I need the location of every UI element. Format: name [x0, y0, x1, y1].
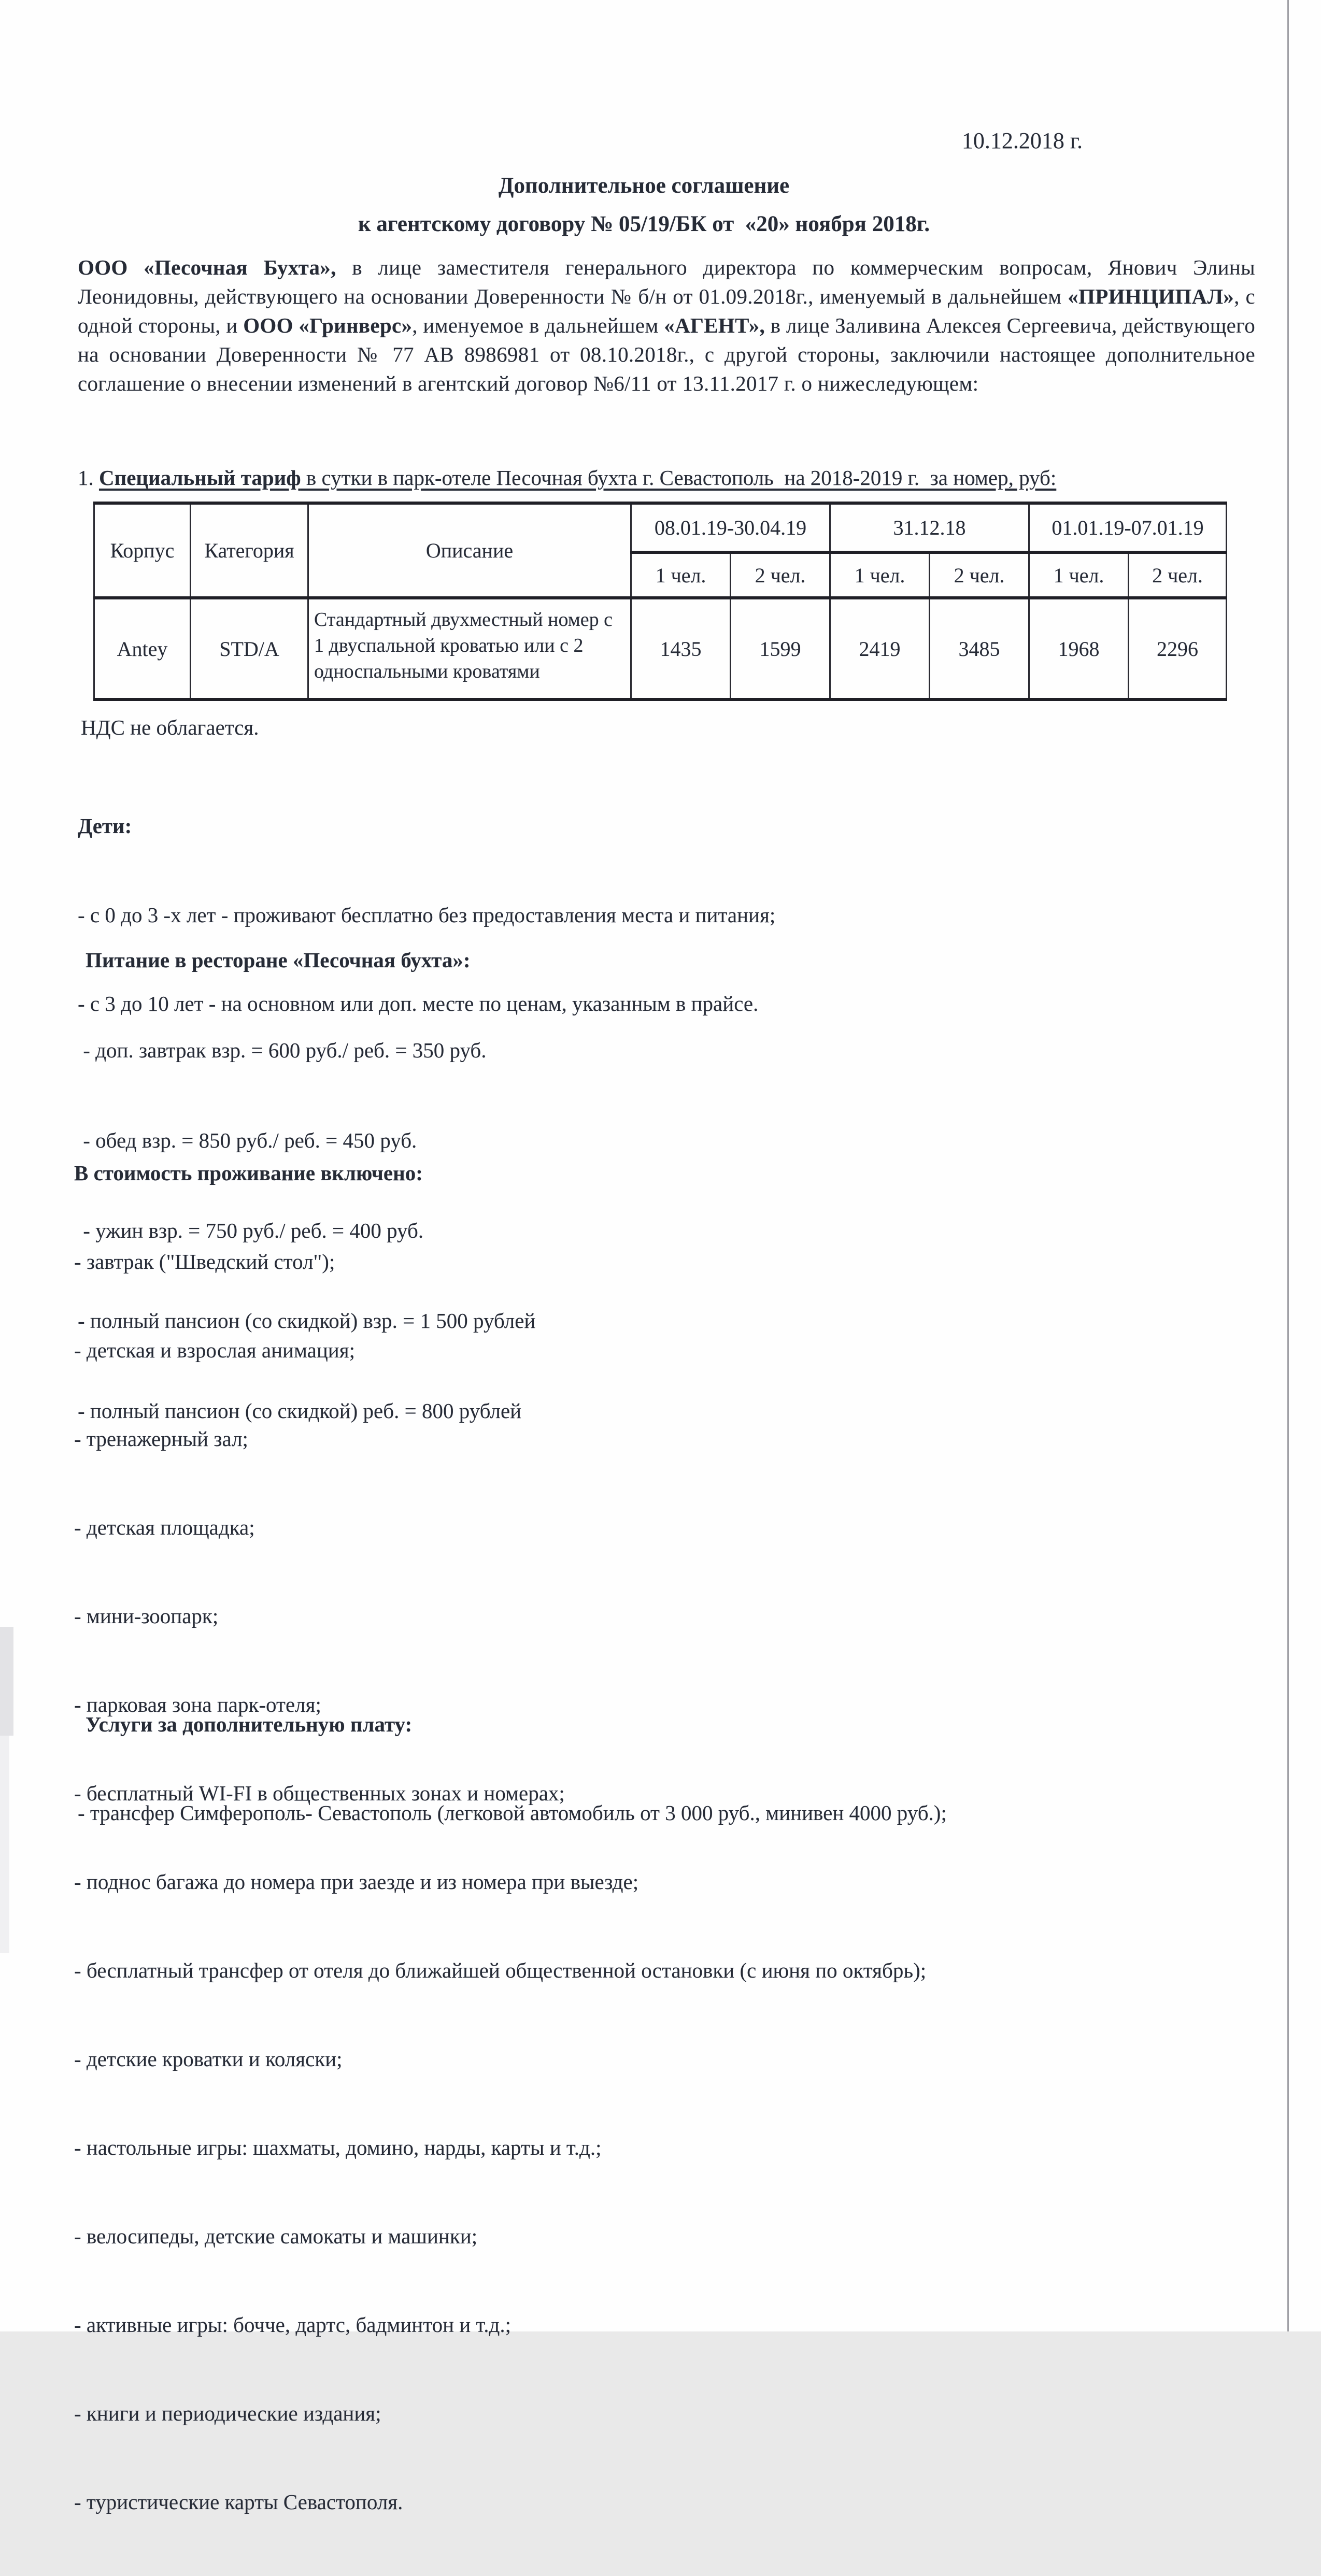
preamble-text: , именуемое в дальнейшем	[412, 313, 664, 337]
meals-heading: Питание в ресторане «Песочная бухта»:	[86, 948, 471, 972]
section-1-heading	[78, 465, 1285, 490]
cell-price: 2296	[1129, 598, 1227, 699]
cell-category: STD/A	[191, 598, 308, 699]
table-header-category: Категория	[191, 503, 308, 598]
extras-heading: Услуги за дополнительную плату:	[86, 1712, 413, 1736]
list-item: - доп. завтрак взр. = 600 руб./ реб. = 350 руб.	[78, 1038, 487, 1062]
table-header-korpus: Корпус	[94, 503, 191, 598]
list-item: - мини-зоопарк;	[74, 1604, 219, 1628]
cell-price: 2419	[830, 598, 930, 699]
extras-section	[78, 1651, 1301, 1887]
period-header: 31.12.18	[830, 503, 1029, 552]
document-date: 10.12.2018 г.	[961, 128, 1083, 153]
party-principal-name: ООО «Песочная Бухта»,	[78, 255, 336, 279]
preamble-text: в лице Заливина Алексея Сергеевича, действующего на основании Доверенности № 77 АВ 8986981 от 08.10.2018г., с другой стороны, заключили настоящее дополнительное соглашение о внесении изменений в агентский договор №6/11 от 13.11.2017 г. о нижеследующем:	[78, 313, 1256, 395]
scan-smudge	[0, 1736, 9, 1953]
period-header: 08.01.19-30.04.19	[631, 503, 830, 552]
list-item: - ужин взр. = 750 руб./ реб. = 400 руб.	[78, 1219, 424, 1242]
list-item: - трансфер Симферополь- Севастополь (легковой автомобиль от 3 000 руб., минивен 4000 руб.);	[78, 1801, 947, 1825]
document-subtitle: к агентскому договору № 05/19/БК от «20» ноября 2018г.	[358, 212, 930, 236]
list-item: - активные игры: бочче, дартс, бадминтон и т.д.;	[74, 2313, 512, 2337]
cell-korpus: Antey	[94, 598, 191, 699]
party-principal-role: «ПРИНЦИПАЛ»	[1068, 284, 1234, 308]
list-item: - парковая зона парк-отеля;	[74, 1693, 321, 1716]
cell-price: 1435	[631, 598, 731, 699]
cell-price: 1599	[731, 598, 830, 699]
preamble-text: в лице заместителя генерального директора по коммерческим вопросам, Янович Элины Леонидовны, действующего на основании Доверенности № б/н от 01.09.2018г., именуемый в дальнейшем	[78, 255, 1255, 308]
occupancy-header: 2 чел.	[930, 552, 1029, 598]
list-item: - поднос багажа до номера при заезде и из номера при выезде;	[74, 1870, 639, 1894]
occupancy-header: 1 чел.	[830, 552, 930, 598]
cell-price: 3485	[930, 598, 1029, 699]
list-item: - настольные игры: шахматы, домино, нарды, карты и т.д.;	[74, 2136, 602, 2159]
period-header: 01.01.19-07.01.19	[1029, 503, 1227, 552]
list-item: - полный пансион (со скидкой) взр. = 1 500 рублей	[78, 1309, 536, 1333]
section-title-bold: Специальный тариф	[99, 466, 301, 490]
list-item: - обед взр. = 850 руб./ реб. = 450 руб.	[78, 1128, 417, 1152]
list-item: - детские кроватки и коляски;	[74, 2047, 343, 2071]
section-title-rest: в сутки в парк-отеле Песочная бухта г. Севастополь на 2018-2019 г. за номер, руб:	[301, 466, 1057, 490]
list-item: - бесплатный трансфер от отеля до ближайшей общественной остановки (с июня по октябрь);	[74, 1958, 927, 1982]
list-item: - детская площадка;	[74, 1515, 255, 1539]
list-item: - полный пансион (со скидкой) реб. = 800 рублей	[78, 1399, 522, 1423]
list-item: - завтрак ("Шведский стол");	[74, 1250, 335, 1273]
party-agent-name: ООО «Гринверс»	[243, 313, 413, 337]
table-header-description: Описание	[308, 503, 631, 598]
preamble-paragraph	[78, 253, 1255, 398]
cell-description: Стандартный двухместный номер с 1 двуспальной кроватью или с 2 односпальными кроватями	[308, 598, 631, 699]
section-number: 1.	[78, 466, 99, 490]
vat-note: НДС не облагается.	[81, 715, 259, 739]
list-item: - с 3 до 10 лет - на основном или доп. месте по ценам, указанным в прайсе.	[78, 992, 759, 1015]
occupancy-header: 1 чел.	[1029, 552, 1129, 598]
list-item: - детская и взрослая анимация;	[74, 1338, 355, 1362]
included-heading: В стоимость проживание включено:	[74, 1161, 423, 1185]
list-item: - с 0 до 3 -х лет - проживают бесплатно без предоставления места и питания;	[78, 903, 776, 927]
list-item: - туристические карты Севастополя.	[74, 2490, 403, 2514]
cell-price: 1968	[1029, 598, 1129, 699]
list-item: - бесплатный WI-FI в общественных зонах и номерах;	[74, 1781, 565, 1805]
party-agent-role: «АГЕНТ»,	[664, 313, 765, 337]
list-item: - тренажерный зал;	[74, 1427, 248, 1451]
occupancy-header: 2 чел.	[1129, 552, 1227, 598]
scan-edge-line	[1287, 0, 1289, 2331]
tariff-table	[93, 502, 1227, 701]
preamble-text: , с одной стороны, и	[78, 284, 1255, 337]
document-title: Дополнительное соглашение	[498, 174, 790, 198]
children-heading: Дети:	[78, 814, 132, 838]
occupancy-header: 2 чел.	[731, 552, 830, 598]
scan-smudge	[0, 1627, 13, 1736]
list-item: - велосипеды, детские самокаты и машинки;	[74, 2224, 478, 2248]
occupancy-header: 1 чел.	[631, 552, 731, 598]
list-item: - книги и периодические издания;	[74, 2401, 381, 2425]
